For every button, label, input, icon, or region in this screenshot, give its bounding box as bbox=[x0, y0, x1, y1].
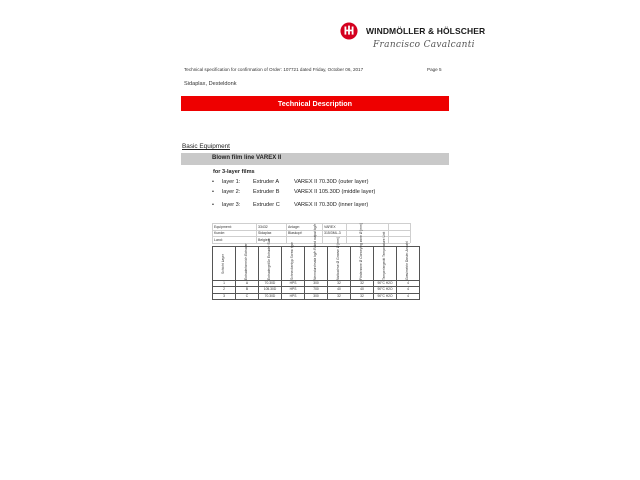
table-cell: 32 bbox=[351, 293, 374, 299]
spec-line: Technical specification for confirmation of Order: 107721 dated Friday, October 06, 2017 bbox=[184, 67, 364, 72]
table-cell: 2 bbox=[213, 287, 236, 293]
table-cell: 32 bbox=[351, 281, 374, 287]
table-cell: 90°C H2O bbox=[374, 281, 397, 287]
table-cell: 1 bbox=[213, 281, 236, 287]
kunde-value: Sidaplax bbox=[258, 231, 272, 235]
land-value: Belgien bbox=[258, 237, 270, 242]
films-title: for 3-layer films bbox=[213, 169, 255, 175]
blaskopf-label: Blaskopf: bbox=[288, 231, 303, 235]
land-label: Land: bbox=[214, 237, 223, 242]
layer-row bbox=[212, 202, 452, 210]
column-header: Extruderbereich Extruder bbox=[236, 247, 259, 281]
table-cell: B bbox=[236, 287, 259, 293]
column-header: Schicht Layer bbox=[213, 247, 236, 281]
table-cell: 4 bbox=[397, 281, 420, 287]
table-row bbox=[213, 293, 420, 299]
anlage-value: VAREX bbox=[324, 224, 336, 229]
wh-logo-icon bbox=[340, 22, 358, 40]
page-number: Page 5 bbox=[427, 67, 442, 72]
table-cell: 300 bbox=[305, 293, 328, 299]
column-header: Extrudergröße Extruder Size bbox=[259, 247, 282, 281]
column-header: Gravimetrie Dosier-Anzahl bbox=[397, 247, 420, 281]
table-cell: HPS bbox=[282, 287, 305, 293]
customer-name: Sidaplax, Desteldonk bbox=[184, 81, 237, 87]
technical-description-banner bbox=[181, 96, 449, 111]
table-cell: HPS bbox=[282, 281, 305, 287]
table-cell: 3 bbox=[213, 293, 236, 299]
layer-name: layer 1: bbox=[222, 179, 241, 185]
equipment-band bbox=[181, 153, 449, 165]
table-cell: A bbox=[236, 281, 259, 287]
kunde-label: Kunde: bbox=[214, 231, 226, 235]
equipment-value: 33432 bbox=[258, 224, 268, 229]
bullet-icon: • bbox=[212, 179, 214, 185]
brand-name: WINDMÖLLER & HÖLSCHER bbox=[366, 26, 486, 36]
layer-extruder: Extruder A bbox=[253, 179, 280, 185]
section-title: Basic Equipment bbox=[182, 143, 230, 150]
anlage-label: Anlage: bbox=[288, 224, 300, 229]
table-cell: 90°C H2O bbox=[374, 287, 397, 293]
layer-description: VAREX II 70.30D (outer layer) bbox=[294, 179, 369, 185]
equipment-line: Blown film line VAREX II bbox=[212, 155, 282, 161]
info-grid bbox=[212, 223, 410, 243]
layer-extruder: Extruder C bbox=[253, 202, 280, 208]
layer-row bbox=[212, 189, 452, 197]
table-cell: 700 bbox=[305, 287, 328, 293]
column-header: Nenndurchsatz kg/h Rated output kg/h bbox=[305, 247, 328, 281]
table-cell: 70.30D bbox=[259, 281, 282, 287]
layer-description: VAREX II 105.30D (middle layer) bbox=[294, 189, 376, 195]
blaskopf-value: 315/3ML-3 bbox=[324, 231, 341, 235]
layer-row bbox=[212, 179, 452, 187]
table-cell: 105.30D bbox=[259, 287, 282, 293]
signature: Francisco Cavalcanti bbox=[373, 40, 475, 50]
table-cell: 4 bbox=[397, 293, 420, 299]
table-cell: 300 bbox=[305, 281, 328, 287]
equipment-label: Equipment: bbox=[214, 224, 232, 229]
table-cell: 40 bbox=[328, 287, 351, 293]
layer-name: layer 2: bbox=[222, 189, 241, 195]
table-cell: C bbox=[236, 293, 259, 299]
table-cell: 70.30D bbox=[259, 293, 282, 299]
banner-title: Technical Description bbox=[277, 99, 353, 108]
table-cell: 32 bbox=[328, 281, 351, 287]
table-cell: 4 bbox=[397, 287, 420, 293]
bullet-icon: • bbox=[212, 202, 214, 208]
layer-name: layer 3: bbox=[222, 202, 241, 208]
bullet-icon: • bbox=[212, 189, 214, 195]
table-cell: 90°C H2O bbox=[374, 293, 397, 299]
table-header-row bbox=[213, 247, 420, 281]
layer-extruder: Extruder B bbox=[253, 189, 280, 195]
column-header: Temperiergerät Temperature Unit bbox=[374, 247, 397, 281]
table-cell: HPS bbox=[282, 293, 305, 299]
layer-description: VAREX II 70.30D (inner layer) bbox=[294, 202, 369, 208]
table-cell: 40 bbox=[351, 287, 374, 293]
column-header: Schneckentyp Screw type bbox=[282, 247, 305, 281]
table-cell: 32 bbox=[328, 293, 351, 299]
column-header: Förderzone Ø Conveying zone Ø [mm] bbox=[351, 247, 374, 281]
column-header: Nutbuchse Ø Groove Ø [mm] bbox=[328, 247, 351, 281]
